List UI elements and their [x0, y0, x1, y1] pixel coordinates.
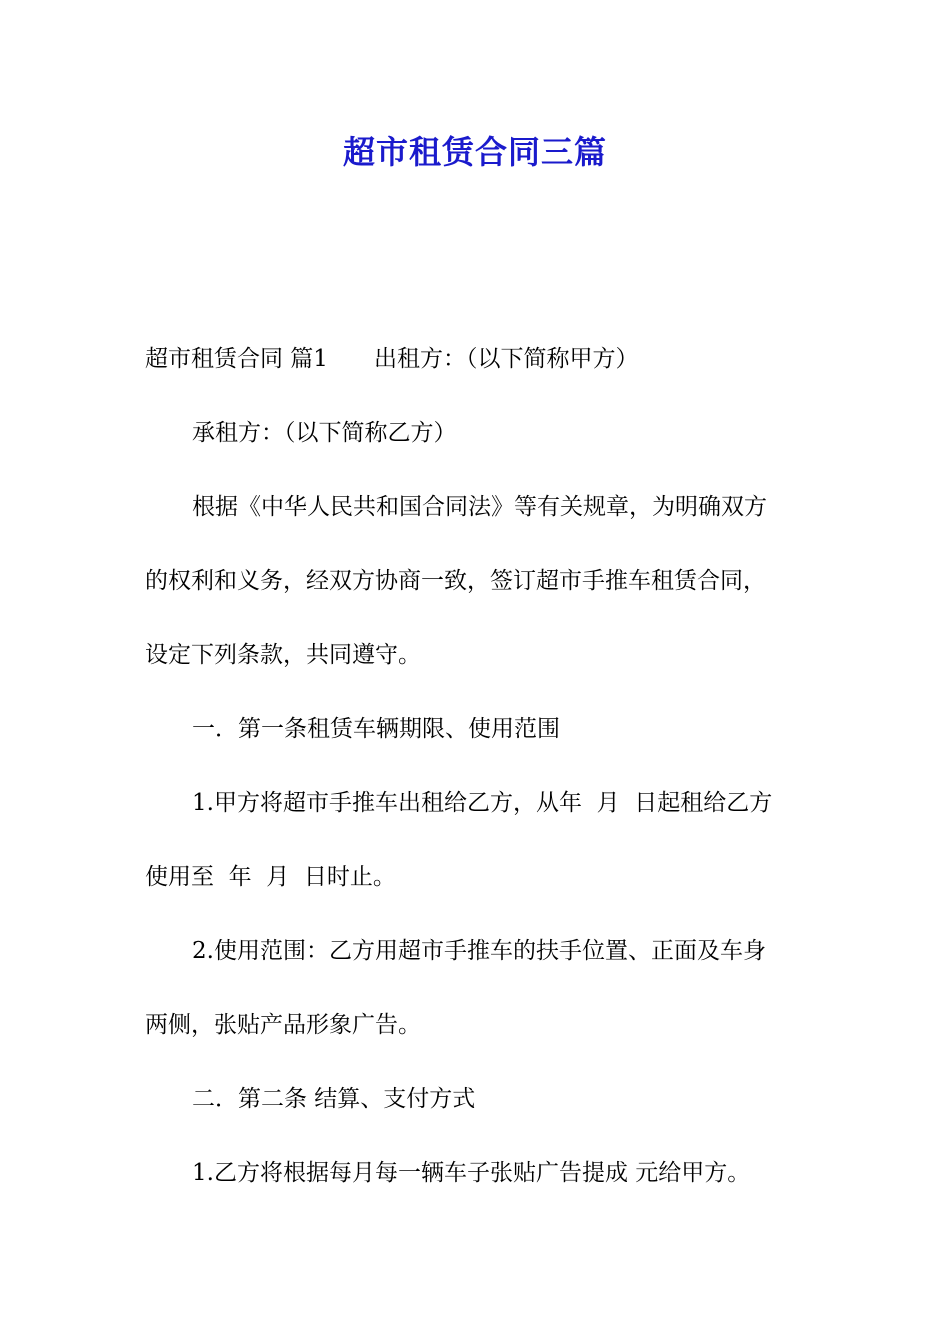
contract-heading: 超市租赁合同 篇1 [145, 346, 328, 372]
document-title: 超市租赁合同三篇 [342, 133, 607, 171]
body-line: 根据《中华人民共和国合同法》等有关规章，为明确双方 [192, 494, 767, 520]
lessee-line: 承租方：（以下简称乙方） [192, 420, 457, 446]
lessor-line: 出租方：（以下简称甲方） [373, 346, 639, 372]
section-heading: 一．第一条租赁车辆期限、使用范围 [192, 716, 560, 742]
body-line: 1.乙方将根据每月每一辆车子张贴广告提成 元给甲方。 [192, 1160, 751, 1186]
contract-heading-line [145, 322, 807, 396]
body-line: 两侧，张贴产品形象广告。 [145, 1012, 421, 1038]
section-heading: 二．第二条 结算、支付方式 [192, 1086, 476, 1112]
body-line: 1.甲方将超市手推车出租给乙方，从年 月 日起租给乙方 [192, 790, 773, 816]
body-line: 使用至 年 月 日时止。 [145, 864, 396, 890]
body-line: 的权利和义务，经双方协商一致，签订超市手推车租赁合同， [145, 568, 766, 594]
body-line: 2.使用范围：乙方用超市手推车的扶手位置、正面及车身 [192, 938, 766, 964]
body-line: 设定下列条款，共同遵守。 [145, 642, 421, 668]
